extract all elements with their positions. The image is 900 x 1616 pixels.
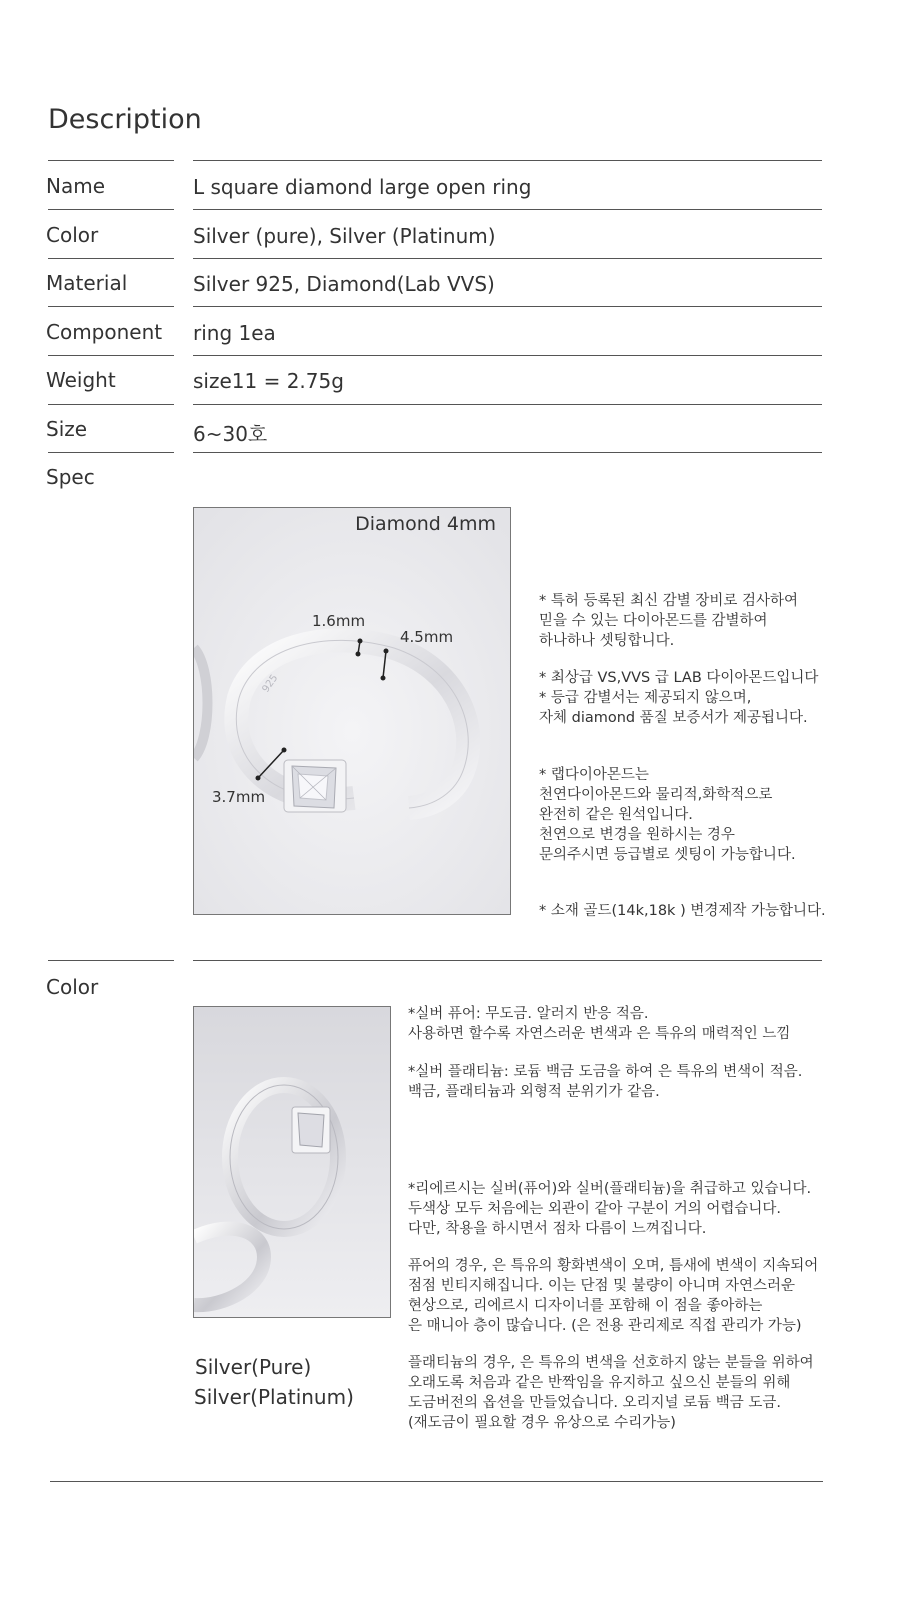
divider xyxy=(193,258,822,259)
row-value-component: ring 1ea xyxy=(193,321,276,345)
divider xyxy=(193,960,822,961)
spec-note-2: * 최상급 VS,VVS 급 LAB 다이아몬드입니다 * 등급 감별서는 제공되지 않으며, 자체 diamond 품질 보증서가 제공됩니다. xyxy=(539,670,819,726)
divider xyxy=(48,258,174,259)
divider xyxy=(48,306,174,307)
dim-label-3: 3.7mm xyxy=(212,788,266,806)
swatch-label-pure: Silver(Pure) xyxy=(195,1355,312,1379)
divider xyxy=(193,306,822,307)
row-value-name: L square diamond large open ring xyxy=(193,175,532,199)
divider xyxy=(48,404,174,405)
divider xyxy=(193,355,822,356)
row-label-name: Name xyxy=(46,174,106,198)
row-value-color: Silver (pure), Silver (Platinum) xyxy=(193,224,496,248)
divider xyxy=(48,960,174,961)
divider xyxy=(48,355,174,356)
row-label-component: Component xyxy=(46,320,163,344)
spec-note-3: * 랩다이아몬드는 천연다이아몬드와 물리적,화학적으로 완전히 같은 원석입니다. 천연으로 변경을 원하시는 경우 문의주시면 등급별로 셋팅이 가능합니다. xyxy=(539,767,796,863)
spec-label: Spec xyxy=(46,465,95,489)
dim-label-2: 4.5mm xyxy=(400,628,454,646)
row-value-material: Silver 925, Diamond(Lab VVS) xyxy=(193,272,495,296)
divider xyxy=(193,209,822,210)
row-label-weight: Weight xyxy=(46,368,116,392)
spec-ring-image xyxy=(193,507,511,915)
row-label-size: Size xyxy=(46,417,88,441)
divider xyxy=(193,160,822,161)
row-value-weight: size11 = 2.75g xyxy=(193,369,344,393)
color-note-5: 플래티늄의 경우, 은 특유의 변색을 선호하지 않는 분들을 위하여 오래도록 처음과 같은 반짝임을 유지하고 싶으신 분들의 위해 도금버전의 옵션을 만들었습니다. 오리지널 로듐 백금 도금. (재도금이 필요할 경우 유상으로 수리가능) xyxy=(408,1355,814,1431)
row-label-color: Color xyxy=(46,223,99,247)
color-note-1: *실버 퓨어: 무도금. 알러지 반응 적음. 사용하면 할수록 자연스러운 변색과 은 특유의 매력적인 느낌 xyxy=(408,1006,791,1042)
ring-diagram xyxy=(194,508,510,914)
divider xyxy=(48,209,174,210)
color-note-3: *리에르시는 실버(퓨어)와 실버(플래티늄)을 취급하고 있습니다. 두색상 모두 처음에는 외관이 같아 구분이 거의 어렵습니다. 다만, 착용을 하시면서 점차 다름이 느껴집니다. xyxy=(408,1181,812,1237)
swatch-label-platinum: Silver(Platinum) xyxy=(194,1385,354,1409)
row-label-material: Material xyxy=(46,271,128,295)
color-note-4: 퓨어의 경우, 은 특유의 황화변색이 오며, 틈새에 변색이 지속되어 점점 빈티지해집니다. 이는 단점 및 불량이 아니며 자연스러운 현상으로, 리에르시 디자이너를 포함해 이 점을 좋아하는 은 매니아 층이 많습니다. (은 전용 관리제로 직접 관리가 가능) xyxy=(408,1258,819,1334)
color-ring-image xyxy=(193,1006,391,1318)
dim-label-1: 1.6mm xyxy=(312,612,366,630)
divider xyxy=(48,160,174,161)
spec-note-1: * 특허 등록된 최신 감별 장비로 검사하여 믿을 수 있는 다이아몬드를 감별하여 하나하나 셋팅합니다. xyxy=(539,593,799,649)
row-value-size: 6~30호 xyxy=(193,422,268,446)
spec-note-4: * 소재 골드(14k,18k ) 변경제작 가능합니다. xyxy=(539,903,826,919)
section-title: Description xyxy=(48,104,202,135)
divider xyxy=(193,452,822,453)
spec-image-caption: Diamond 4mm xyxy=(355,513,496,535)
color-section-label: Color xyxy=(46,975,99,999)
divider xyxy=(48,452,174,453)
hallmark-text: 925 xyxy=(260,672,281,695)
color-note-2: *실버 플래티늄: 로듐 백금 도금을 하여 은 특유의 변색이 적음. 백금, 플래티늄과 외형적 분위기가 같음. xyxy=(408,1064,803,1100)
divider xyxy=(193,404,822,405)
bottom-divider xyxy=(50,1481,823,1482)
